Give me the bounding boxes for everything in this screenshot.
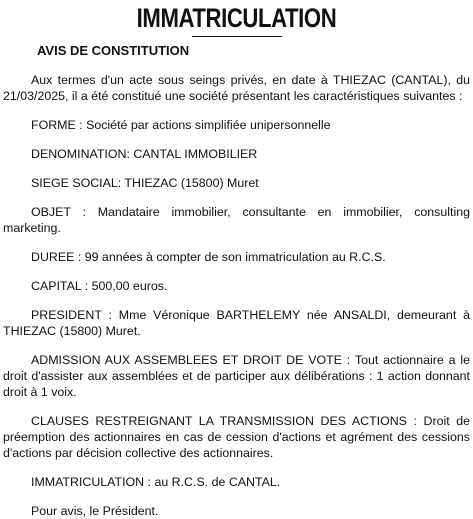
notice-title: IMMATRICULATION xyxy=(136,3,337,33)
notice-subtitle: AVIS DE CONSTITUTION xyxy=(37,43,190,58)
paragraph-duree: DUREE : 99 années à compter de son immatriculation au R.C.S. xyxy=(31,250,386,264)
paragraph-signature: Pour avis, le Président. xyxy=(31,504,159,518)
paragraph-capital: CAPITAL : 500,00 euros. xyxy=(31,279,168,293)
paragraph-siege-social: SIEGE SOCIAL: THIEZAC (15800) Muret xyxy=(31,176,259,190)
paragraph-forme: FORME : Société par actions simplifiée unipersonnelle xyxy=(31,118,331,132)
paragraph-president: PRESIDENT : Mme Véronique BARTHELEMY née ANSALDI, demeurant à THIEZAC (15800) Muret. xyxy=(3,308,470,338)
paragraph-objet: OBJET : Mandataire immobilier, consultante en immobilier, consulting marketing. xyxy=(3,205,470,235)
paragraph-clauses: CLAUSES RESTREIGNANT LA TRANSMISSION DES ACTIONS : Droit de préemption des actionnaires en cas de cession d'actions et agrément des cessions d'actions par décision collective des actionnaires. xyxy=(3,414,470,460)
paragraph-denomination: DENOMINATION: CANTAL IMMOBILIER xyxy=(31,147,258,161)
paragraph-immatriculation: IMMATRICULATION : au R.C.S. de CANTAL. xyxy=(31,475,281,489)
paragraph-admission: ADMISSION AUX ASSEMBLEES ET DROIT DE VOTE : Tout actionnaire a le droit d'assister aux assemblées et de participer aux délibérations : 1 action donnant droit à 1 voix. xyxy=(3,353,470,399)
title-underline xyxy=(192,36,282,37)
paragraph-intro: Aux termes d'un acte sous seings privés, en date à THIEZAC (CANTAL), du 21/03/2025, il a été constitué une société présentant les caractéristiques suivantes : xyxy=(3,73,470,103)
